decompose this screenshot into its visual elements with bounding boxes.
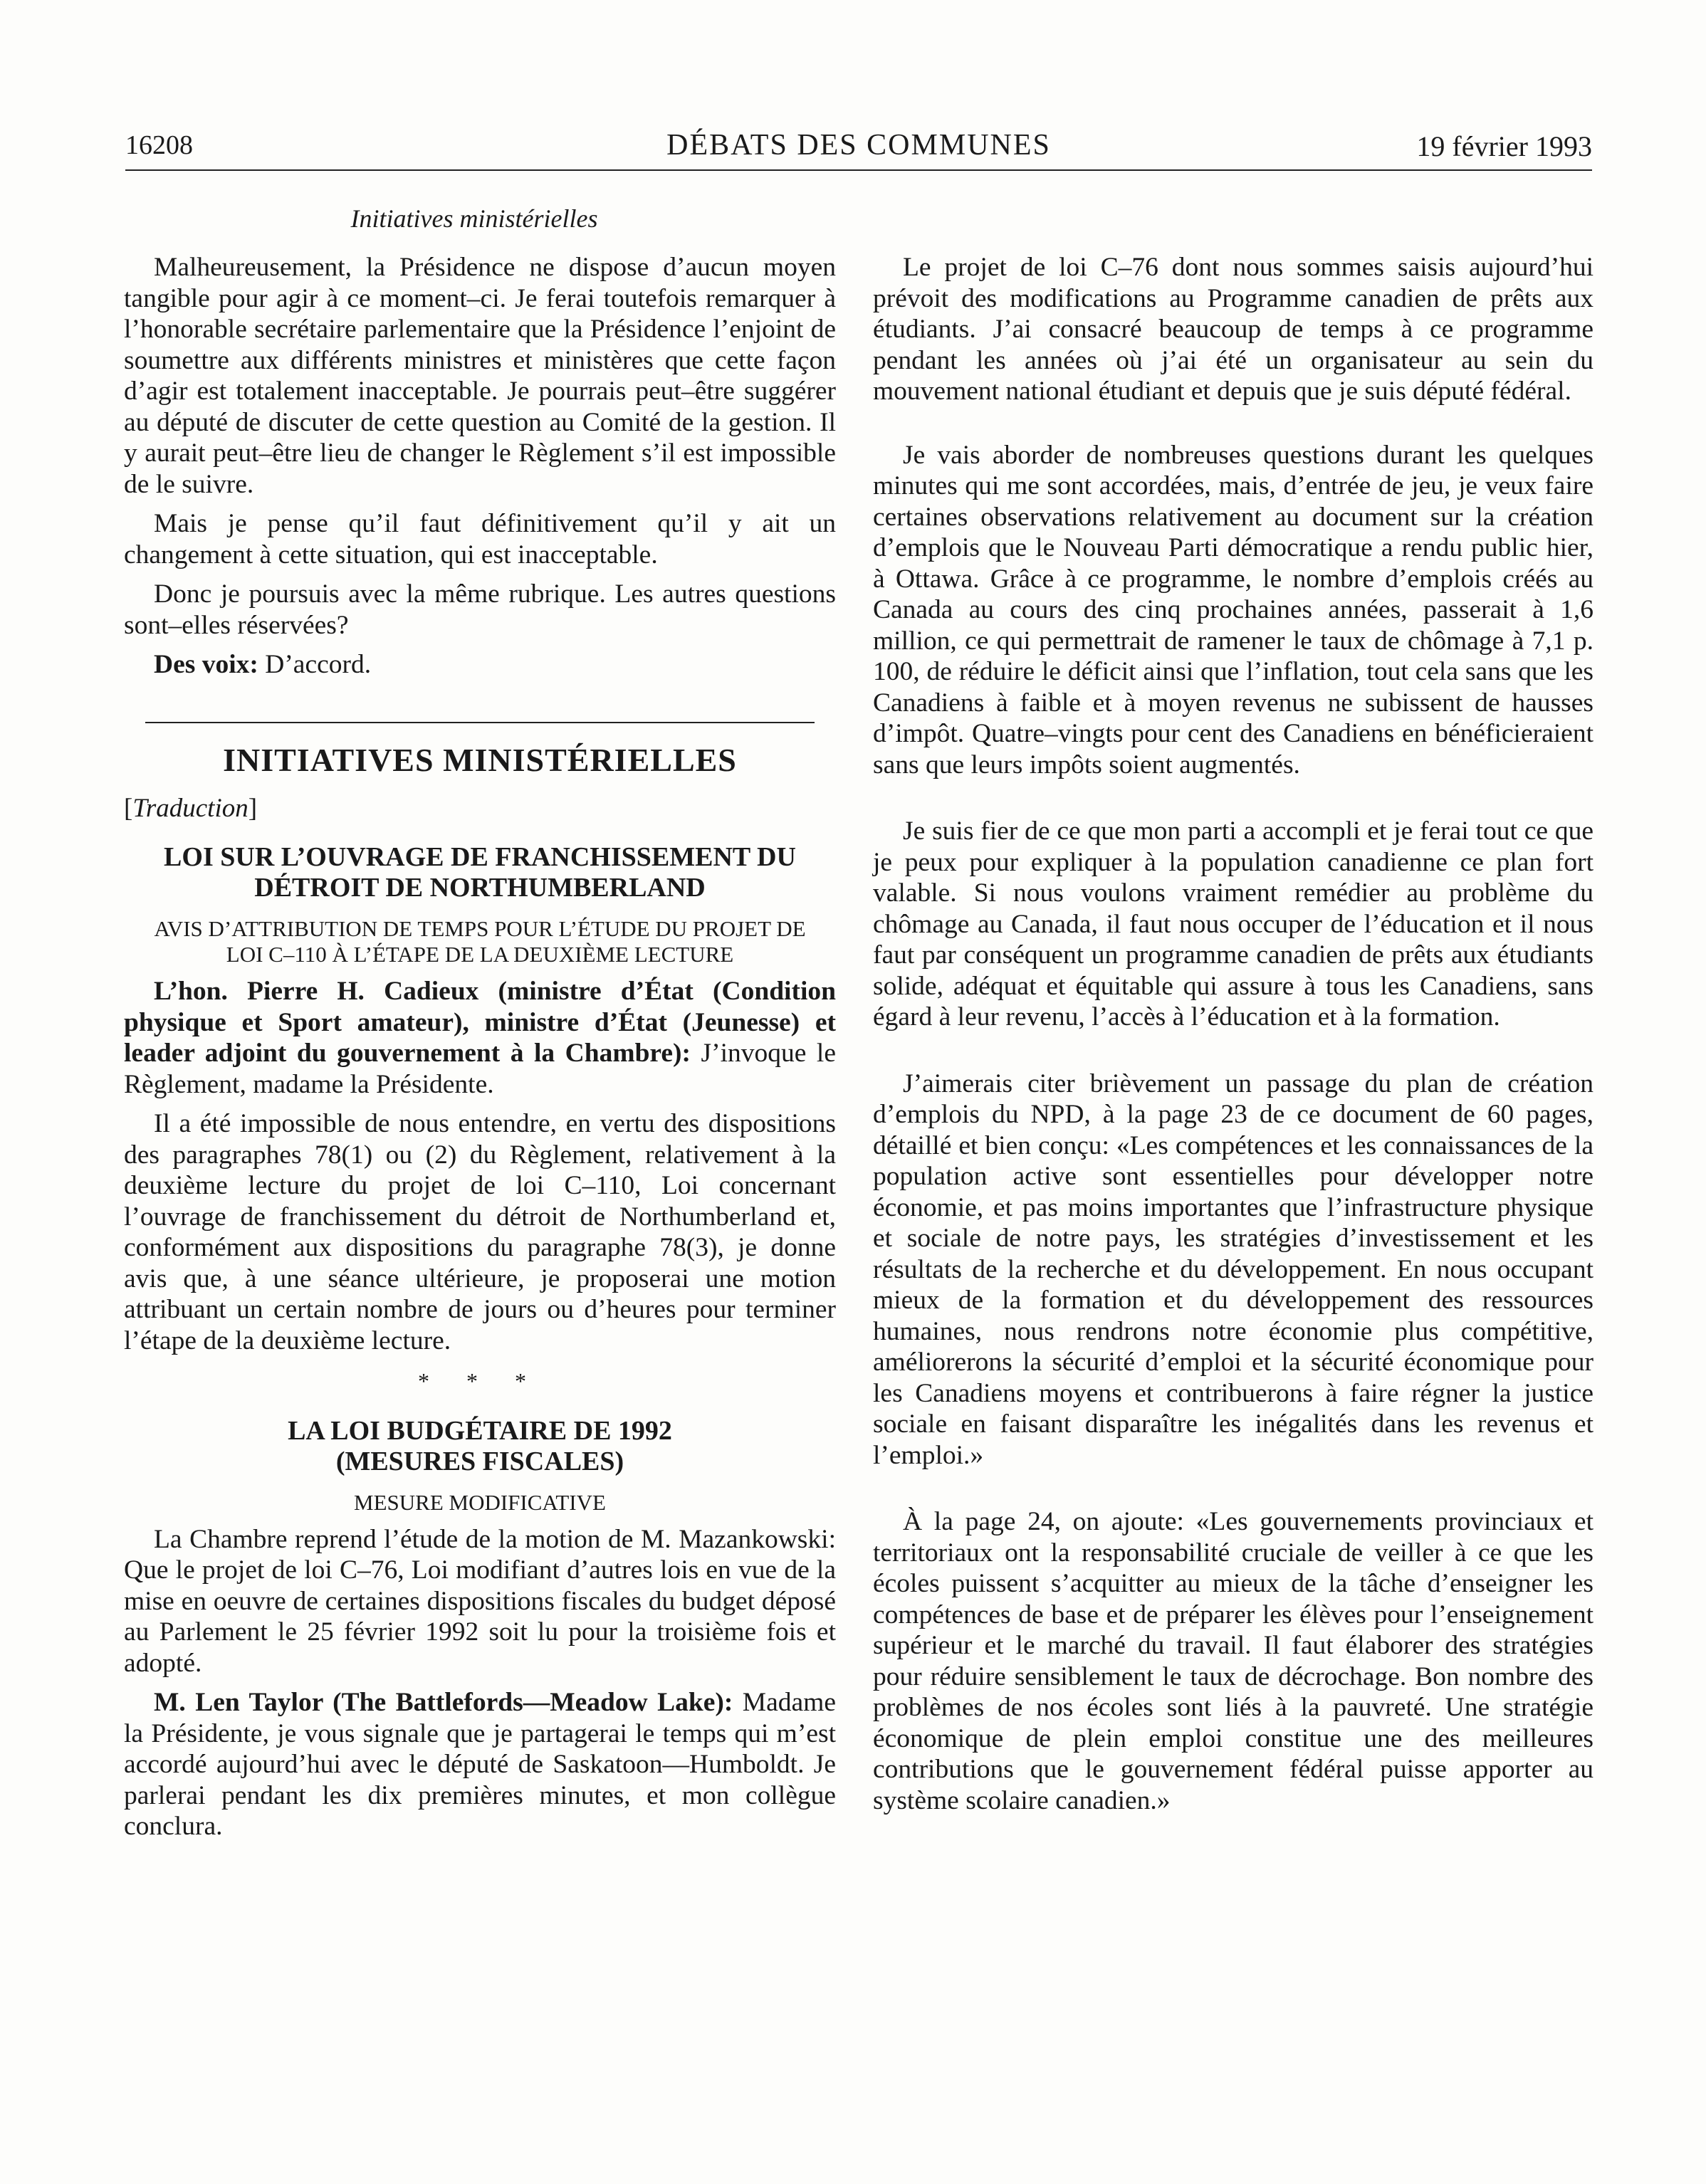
bill-title-line: (MESURES FISCALES)	[335, 1446, 624, 1476]
paragraph: Le projet de loi C–76 dont nous sommes saisis aujourd’hui prévoit des modifications au Programme canadien de prêts aux étudiants. J’ai consacré beaucoup de temps à ce programme pendant les années où j’ai été un organisateur au sein du mouvement national étudiant et depuis que je suis député fédéral.	[873, 253, 1594, 406]
speech-text: Madame la Présidente, je vous signale que je partagerai le temps qui m’est accordé aujourd’hui avec le député de Saskatoon—Humboldt. Je parlerai pendant les dix premières minutes, et mon collègue conclura.	[124, 1688, 836, 1841]
bill-title-line: LA LOI BUDGÉTAIRE DE 1992	[288, 1415, 672, 1446]
section-separator: * * *	[418, 1368, 542, 1394]
speaker-name: L’hon. Pierre H. Cadieux (ministre d’État (Condition physique et Sport amateur), ministre d’État (Jeunesse) et leader adjoint du gouvernement à la Chambre):	[124, 977, 836, 1068]
publication-title: DÉBATS DES COMMUNES	[666, 129, 1051, 162]
paragraph: Il a été impossible de nous entendre, en vertu des dispositions des paragraphes 78(1) ou (2) du Règlement, relativement à la deuxième lecture du projet de loi C–110, Loi concernant l’ouvrage de franchissement du détroit de Northumberland et, conformément aux dispositions du paragraphe 78(3), je donne avis que, à une séance ultérieure, je proposerai une motion attribuant un certain nombre de jours ou d’heures pour terminer l’étape de la deuxième lecture.	[124, 1109, 836, 1355]
paragraph: À la page 24, on ajoute: «Les gouvernements provinciaux et territoriaux ont la responsabilité cruciale de veiller à ce que les écoles puissent s’acquitter au mieux de la tâche d’enseigner les compétences de base et de préparer les élèves pour l’enseignement supérieur et le marché du travail. Il faut élaborer des stratégies pour réduire sensiblement le taux de décrochage. Bon nombre des problèmes de nos écoles sont liés à la pauvreté. Une stratégie économique de plein emploi constitue une des meilleures contributions que le gouvernement fédéral puisse apporter au système scolaire canadien.»	[873, 1507, 1594, 1815]
translation-label: Traduction	[132, 793, 248, 823]
publication-date: 19 février 1993	[1416, 130, 1592, 162]
paragraph: Mais je pense qu’il faut définitivement qu’il y ait un changement à cette situation, qui est inacceptable.	[124, 509, 836, 569]
section-heading: INITIATIVES MINISTÉRIELLES	[223, 741, 737, 778]
speech-text: J’invoque le Règlement, madame la Présidente.	[124, 1039, 836, 1099]
right-column	[873, 252, 1594, 1816]
paragraph: Donc je poursuis avec la même rubrique. Les autres questions sont–elles réservées?	[124, 579, 836, 640]
paragraph	[124, 649, 836, 681]
section-tag: Initiatives ministérielles	[350, 204, 598, 233]
paragraph: Je suis fier de ce que mon parti a accompli et je ferai tout ce que je peux pour expliquer à la population canadienne ce plan fort valable. Si nous voulons vraiment remédier au problème du chômage au Canada, il faut nous occuper de l’éducation et il nous faut par conséquent un programme canadien de prêts aux étudiants solide, adéquat et équitable qui assure à tous les Canadiens, sans égard à leur revenu, l’accès à l’éducation et à la formation.	[873, 817, 1594, 1031]
section-divider	[145, 722, 815, 723]
paragraph: Malheureusement, la Présidence ne dispose d’aucun moyen tangible pour agir à ce moment–ci. Je ferai toutefois remarquer à l’honorable secrétaire parlementaire que la Présidence l’enjoint de soumettre aux différents ministres et ministères que cette façon d’agir est totalement inacceptable. Je pourrais peut–être suggérer au député de discuter de cette question au Comité de la gestion. Il y aurait peut–être lieu de changer le Règlement s’il est impossible de le suivre.	[124, 253, 836, 499]
speech-text: D’accord.	[258, 650, 372, 679]
paragraph: J’aimerais citer brièvement un passage du plan de création d’emplois du NPD, à la page 23 de ce document de 60 pages, détaillé et bien conçu: «Les compétences et les connaissances de la population active sont essentielles pour développer notre économie, et pas moins importantes que l’infrastructure physique et sociale de notre pays, les stratégies d’investissement et les résultats de la recherche et du développement. En nous occupant mieux de la formation et du développement des ressources humaines, nous rendrons notre économie plus compétitive, améliorerons la sécurité d’emploi et la sécurité économique pour les Canadiens moyens et contribuerons à faire régner la justice sociale en faisant disparaître les inégalités dans les revenus et l’emploi.»	[873, 1069, 1594, 1470]
bill-subheading: MESURE MODIFICATIVE	[354, 1489, 606, 1515]
translation-note: [Traduction]	[124, 793, 258, 823]
bill-title: LOI SUR L’OUVRAGE DE FRANCHISSEMENT DU DÉTROIT DE NORTHUMBERLAND	[164, 842, 796, 903]
page-number: 16208	[125, 130, 193, 160]
paragraph	[124, 1687, 836, 1842]
left-column	[124, 252, 836, 1842]
bill-subheading: AVIS D’ATTRIBUTION DE TEMPS POUR L’ÉTUDE DU PROJET DE LOI C–110 À L’ÉTAPE DE LA DEUXIÈME LECTURE	[154, 916, 806, 967]
bill-title	[124, 1416, 836, 1477]
running-header	[125, 127, 1592, 171]
speaker-name: Des voix:	[154, 650, 258, 679]
paragraph	[124, 976, 836, 1100]
paragraph: La Chambre reprend l’étude de la motion de M. Mazankowski: Que le projet de loi C–76, Loi modifiant d’autres lois en vue de la mise en oeuvre de certaines dispositions fiscales du budget déposé au Parlement le 25 février 1992 soit lu pour la troisième fois et adopté.	[124, 1524, 836, 1678]
paragraph: Je vais aborder de nombreuses questions durant les quelques minutes qui me sont accordées, mais, d’entrée de jeu, je veux faire certaines observations relativement au document sur la création d’emplois que le Nouveau Parti démocratique a rendu public hier, à Ottawa. Grâce à ce programme, le nombre d’emplois créés au Canada au cours des cinq prochaines années, passerait à 1,6 million, ce qui permettrait de ramener le taux de chômage à 7,1 p. 100, de réduire le déficit ainsi que l’inflation, tout cela sans que les Canadiens à faible et à moyen revenus ne subissent de hausses d’impôt. Quatre–vingts pour cent des Canadiens en bénéficieraient sans que leurs impôts soient augmentés.	[873, 440, 1594, 779]
speaker-name: M. Len Taylor (The Battlefords—Meadow Lake):	[154, 1688, 733, 1717]
